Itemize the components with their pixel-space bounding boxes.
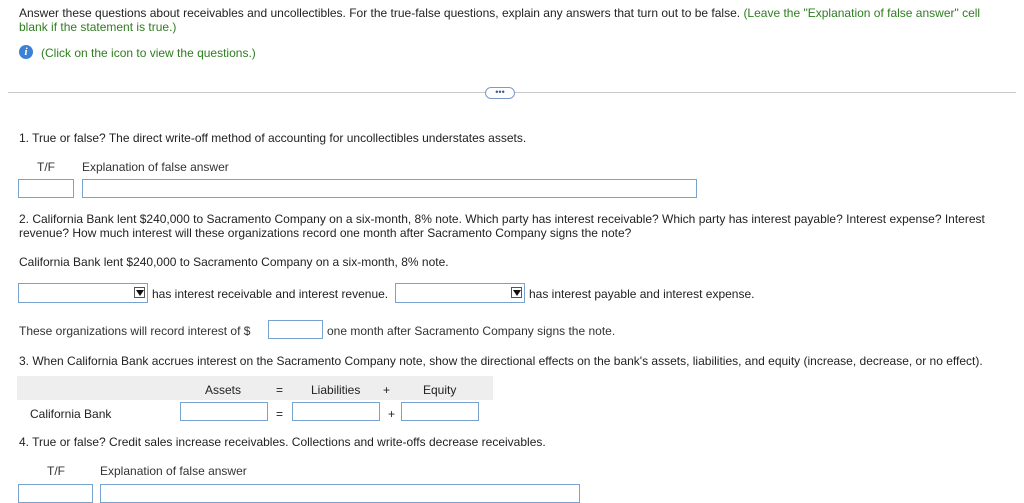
q3-liabilities-input[interactable] bbox=[292, 402, 380, 421]
q1-tf-header: T/F bbox=[37, 160, 55, 174]
q4-explanation-input[interactable] bbox=[100, 484, 580, 503]
instructions bbox=[19, 6, 999, 34]
expand-button[interactable]: ••• bbox=[485, 87, 515, 99]
q3-equals-header: = bbox=[276, 383, 284, 397]
question-4-text: 4. True or false? Credit sales increase receivables. Collections and write-offs decrease receivables. bbox=[19, 435, 546, 449]
question-1-text: 1. True or false? The direct write-off method of accounting for uncollectibles understates assets. bbox=[19, 131, 527, 145]
instructions-text: Answer these questions about receivables and uncollectibles. For the true-false questions, explain any answers that turn out to be false. bbox=[19, 6, 741, 20]
q2-payable-text: has interest payable and interest expense. bbox=[529, 287, 755, 301]
q3-equals-sign: = bbox=[276, 407, 284, 421]
q2-interest-amount-input[interactable] bbox=[268, 320, 323, 339]
info-icon[interactable]: i bbox=[19, 45, 33, 59]
q3-header-row bbox=[17, 376, 493, 400]
q3-row-label: California Bank bbox=[30, 407, 112, 421]
chevron-down-icon bbox=[511, 287, 522, 298]
q2-record-suffix: one month after Sacramento Company signs the note. bbox=[327, 324, 616, 338]
q3-plus-header: + bbox=[383, 383, 391, 397]
q4-tf-header: T/F bbox=[47, 464, 65, 478]
q4-explanation-header: Explanation of false answer bbox=[100, 464, 247, 478]
q3-plus-sign: + bbox=[388, 407, 396, 421]
q2-record-prefix: These organizations will record interest of $ bbox=[19, 324, 251, 338]
q3-equity-input[interactable] bbox=[401, 402, 479, 421]
q3-liabilities-header: Liabilities bbox=[311, 383, 361, 397]
question-2-text: 2. California Bank lent $240,000 to Sacramento Company on a six-month, 8% note. Which party has interest receivable? Which party has interest payable? Interest expense? Interest revenue? How much interest will these organizations record one month after Sacramento Company signs the note? bbox=[19, 212, 985, 240]
q1-tf-input[interactable] bbox=[18, 179, 74, 198]
chevron-down-icon bbox=[134, 287, 145, 298]
q2-receivable-party-select[interactable] bbox=[18, 283, 148, 303]
q2-statement: California Bank lent $240,000 to Sacramento Company on a six-month, 8% note. bbox=[19, 255, 449, 269]
q3-assets-input[interactable] bbox=[180, 402, 268, 421]
q2-receivable-text: has interest receivable and interest revenue. bbox=[152, 287, 389, 301]
click-icon-text: (Click on the icon to view the questions.) bbox=[41, 46, 256, 60]
instructions-note: (Leave the "Explanation of false answer" cell blank if the statement is true.) bbox=[19, 6, 981, 34]
q1-explanation-input[interactable] bbox=[82, 179, 697, 198]
q2-payable-party-select[interactable] bbox=[395, 283, 525, 303]
q3-assets-header: Assets bbox=[205, 383, 242, 397]
q4-tf-input[interactable] bbox=[18, 484, 93, 503]
q1-explanation-header: Explanation of false answer bbox=[82, 160, 229, 174]
question-3-text: 3. When California Bank accrues interest on the Sacramento Company note, show the directional effects on the bank's assets, liabilities, and equity (increase, decrease, or no effect). bbox=[19, 354, 983, 368]
q3-equity-header: Equity bbox=[423, 383, 457, 397]
